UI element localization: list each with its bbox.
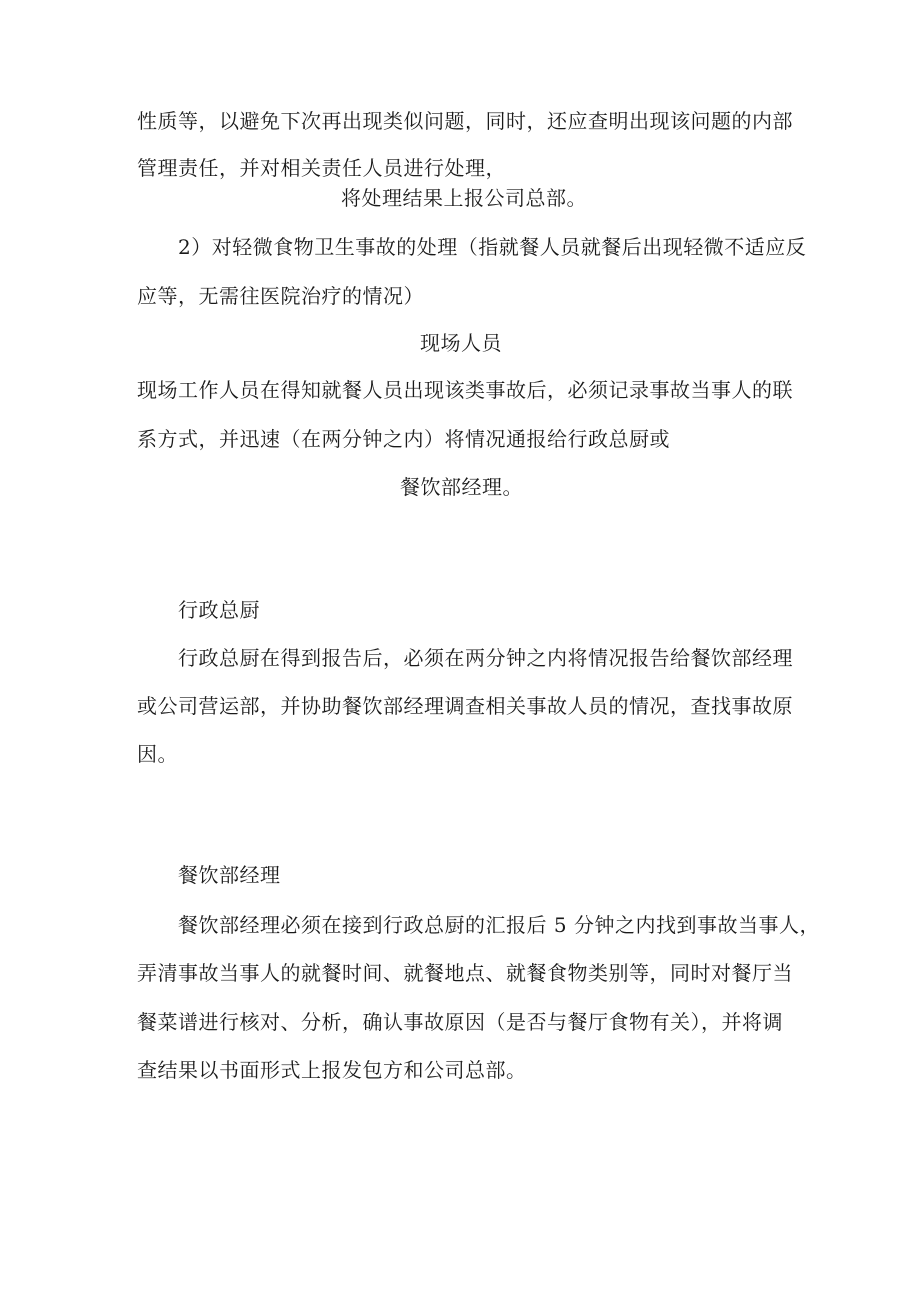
section-heading: 餐饮部经理 [178,863,281,887]
paragraph-line: 现场工作人员在得知就餐人员出现该类事故后，必须记录事故当事人的联 [137,378,793,402]
section-heading: 现场人员 [420,331,502,355]
paragraph-line: 行政总厨在得到报告后，必须在两分钟之内将情况报告给餐饮部经理 [178,646,793,670]
paragraph-line: 查结果以书面形式上报发包方和公司总部。 [137,1058,527,1082]
paragraph-line: 因。 [137,742,178,766]
paragraph-line: 系方式，并迅速（在两分钟之内）将情况通报给行政总厨或 [137,427,670,451]
section-heading: 行政总厨 [178,598,260,622]
paragraph-line: 性质等，以避免下次再出现类似问题，同时，还应查明出现该问题的内部 [137,109,793,133]
paragraph-line: 餐饮部经理必须在接到行政总厨的汇报后 5 分钟之内找到事故当事人， [178,913,820,937]
paragraph-line: 管理责任，并对相关责任人员进行处理， [137,156,506,180]
paragraph-line: 将处理结果上报公司总部。 [341,186,587,210]
paragraph-line: 2）对轻微食物卫生事故的处理（指就餐人员就餐后出现轻微不适应反 [178,235,807,259]
paragraph-line: 餐饮部经理。 [400,475,523,499]
paragraph-line: 或公司营运部，并协助餐饮部经理调查相关事故人员的情况，查找事故原 [137,694,793,718]
paragraph-line: 应等，无需往医院治疗的情况） [137,284,424,308]
paragraph-line: 餐菜谱进行核对、分析，确认事故原因（是否与餐厅食物有关），并将调 [137,1010,783,1034]
paragraph-line: 弄清事故当事人的就餐时间、就餐地点、就餐食物类别等，同时对餐厅当 [137,961,793,985]
